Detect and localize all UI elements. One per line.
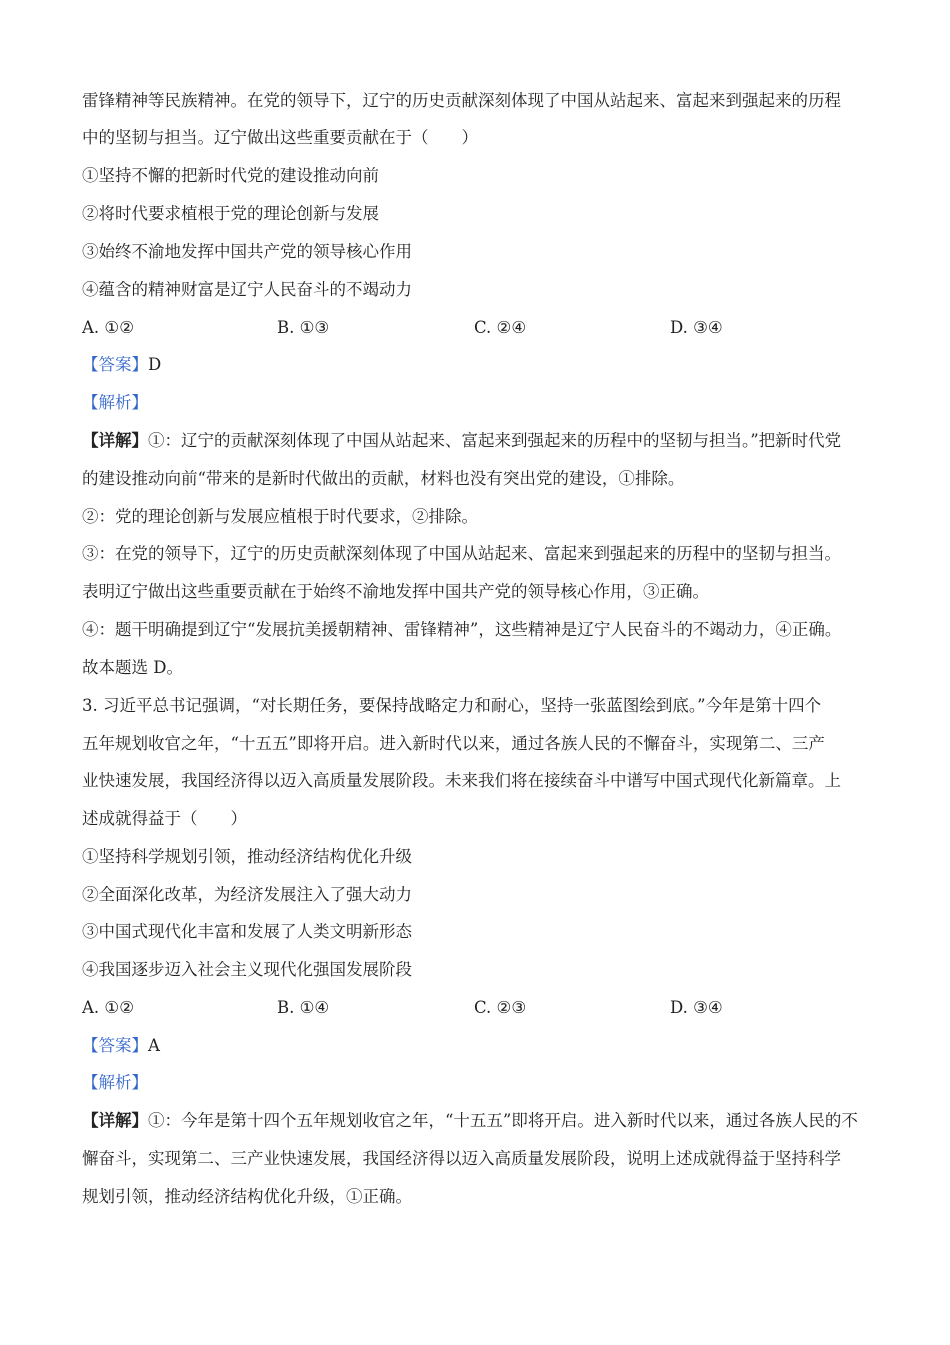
q3-statement-2: ②全面深化改革，为经济发展注入了强大动力 — [82, 885, 412, 904]
q2-answer-tag: 【答案】 — [82, 355, 148, 374]
q2-stem-line-1: 雷锋精神等民族精神。在党的领导下，辽宁的历史贡献深刻体现了中国从站起来、富起来到强起来的历程 — [82, 91, 841, 110]
q2-detail-line-2: 的建设推动向前“带来的是新时代做出的贡献，材料也没有突出党的建设，①排除。 — [82, 469, 685, 488]
q2-statement-1: ①坚持不懈的把新时代党的建设推动向前 — [82, 166, 379, 185]
q2-option-d: D. ③④ — [670, 318, 723, 337]
q3-option-a: A. ①② — [82, 998, 134, 1017]
q3-detail-line-1 — [82, 1110, 858, 1132]
q3-statement-4: ④我国逐步迈入社会主义现代化强国发展阶段 — [82, 960, 412, 979]
q2-stem-line-2: 中的坚韧与担当。辽宁做出这些重要贡献在于（ ） — [82, 128, 478, 147]
q3-statement-1: ①坚持科学规划引领，推动经济结构优化升级 — [82, 847, 412, 866]
q2-detail-tag: 【详解】 — [82, 431, 148, 450]
q2-detail-line-6: ④：题干明确提到辽宁“发展抗美援朝精神、雷锋精神”，这些精神是辽宁人民奋斗的不竭动力，④正确。 — [82, 620, 842, 639]
q2-detail-line-5: 表明辽宁做出这些重要贡献在于始终不渝地发挥中国共产党的领导核心作用，③正确。 — [82, 582, 709, 601]
q3-option-b: B. ①④ — [277, 998, 330, 1017]
q2-detail-line-3: ②：党的理论创新与发展应植根于时代要求，②排除。 — [82, 507, 478, 526]
q3-stem-line-1: 3. 习近平总书记强调，“对长期任务，要保持战略定力和耐心，坚持一张蓝图绘到底。”今年是第十四个 — [82, 696, 822, 715]
q3-detail-tag: 【详解】 — [82, 1111, 148, 1130]
q3-answer-value: A — [148, 1036, 160, 1055]
q3-stem-line-3: 业快速发展，我国经济得以迈入高质量发展阶段。未来我们将在接续奋斗中谱写中国式现代化新篇章。上 — [82, 771, 841, 790]
q3-stem-line-2: 五年规划收官之年，“十五五”即将开启。进入新时代以来，通过各族人民的不懈奋斗，实现第二、三产 — [82, 734, 825, 753]
q2-option-a: A. ①② — [82, 318, 134, 337]
q2-option-c: C. ②④ — [474, 318, 527, 337]
q3-option-c: C. ②③ — [474, 998, 527, 1017]
q2-statement-4: ④蕴含的精神财富是辽宁人民奋斗的不竭动力 — [82, 280, 412, 299]
q2-detail-text-1: ①：辽宁的贡献深刻体现了中国从站起来、富起来到强起来的历程中的坚韧与担当。”把新时代党 — [148, 431, 842, 450]
q2-analysis-tag: 【解析】 — [82, 393, 148, 412]
q2-detail-line-1 — [82, 430, 841, 452]
q3-analysis-tag: 【解析】 — [82, 1073, 148, 1092]
q2-statement-2: ②将时代要求植根于党的理论创新与发展 — [82, 204, 379, 223]
q2-answer-value: D — [148, 355, 162, 374]
q3-answer-line — [82, 1035, 160, 1057]
q2-answer-line — [82, 354, 161, 376]
q3-answer-tag: 【答案】 — [82, 1036, 148, 1055]
q2-detail-line-4: ③：在党的领导下，辽宁的历史贡献深刻体现了中国从站起来、富起来到强起来的历程中的坚韧与担当。 — [82, 544, 841, 563]
q2-option-b: B. ①③ — [277, 318, 330, 337]
q2-statement-3: ③始终不渝地发挥中国共产党的领导核心作用 — [82, 242, 412, 261]
q3-statement-3: ③中国式现代化丰富和发展了人类文明新形态 — [82, 922, 412, 941]
q3-detail-text-1: ①：今年是第十四个五年规划收官之年，“十五五”即将开启。进入新时代以来，通过各族人民的不 — [148, 1111, 858, 1130]
q3-detail-line-2: 懈奋斗，实现第二、三产业快速发展，我国经济得以迈入高质量发展阶段，说明上述成就得益于坚持科学 — [82, 1149, 841, 1168]
q3-option-d: D. ③④ — [670, 998, 723, 1017]
q3-stem-line-4: 述成就得益于（ ） — [82, 809, 247, 828]
q2-detail-line-7: 故本题选 D。 — [82, 658, 183, 677]
q3-detail-line-3: 规划引领，推动经济结构优化升级，①正确。 — [82, 1187, 412, 1206]
